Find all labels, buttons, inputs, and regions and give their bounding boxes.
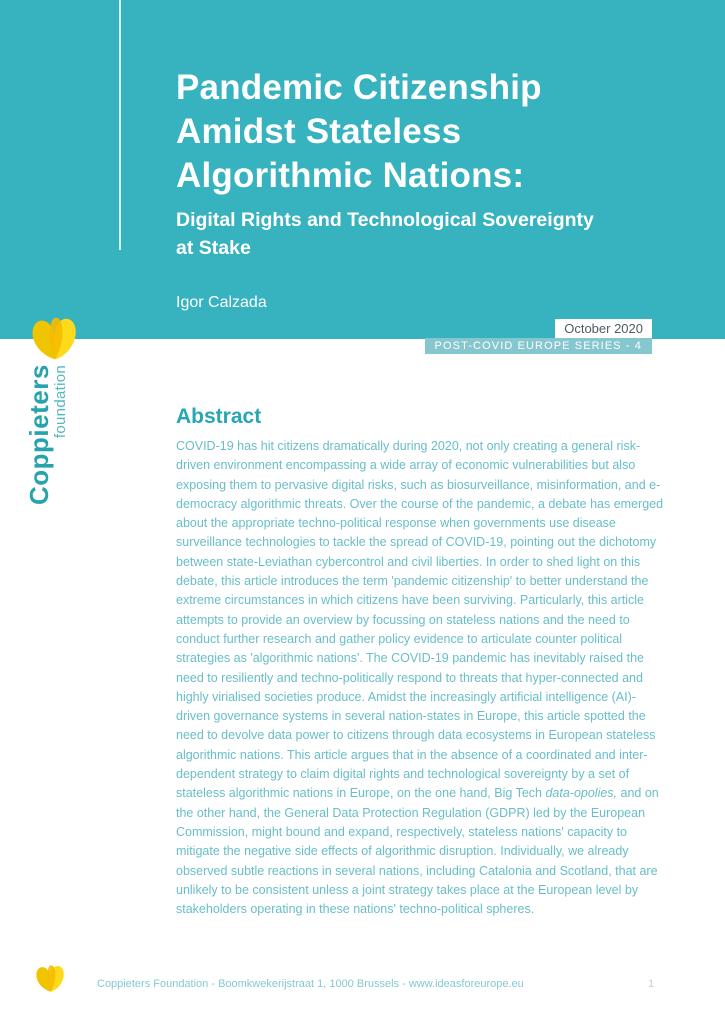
title-line: Algorithmic Nations: xyxy=(176,156,525,195)
page-title xyxy=(176,66,646,198)
page-number: 1 xyxy=(648,978,655,990)
abstract-part1: COVID-19 has hit citizens dramatically during 2020, not only creating a general risk-driven environment encompassing a wide array of economic vulnerabilities but also exposing them to pervasive digital risks, such as biosurveillance, misinformation, and e-democracy algorithmic threats. Over the course of the pandemic, a debate has emerged about the appropriate techno-political response when governments use disease surveillance technologies to tackle the spread of COVID-19, pointing out the dichotomy between state-Leviathan cybercontrol and civil liberties. In order to shed light on this debate, this article introduces the term 'pandemic citizenship' to better understand the extreme circumstances in which citizens have been surviving. Particularly, this article attempts to provide an overview by focussing on stateless nations and the need to conduct further research and gather policy evidence to articulate counter political strategies as 'algorithmic nations'. The COVID-19 pandemic has inevitably raised the need to resiliently and techno-politically respond to threats that hyper-connected and highly virialised societies produce. Amidst the increasingly artificial intelligence (AI)-driven governance systems in several nation-states in Europe, this article spotted the need to devolve data power to citizens through data ecosystems in European stateless algorithmic nations. This article argues that in the absence of a coordinated and inter-dependent strategy to claim digital rights and technological sovereignty by a set of stateless algorithmic nations in Europe, on the one hand, Big Tech xyxy=(176,439,664,801)
abstract-italic-term: data-opolies, xyxy=(545,786,618,801)
brand-name: Coppieters xyxy=(24,364,54,505)
header-band xyxy=(0,0,725,339)
title-line: Amidst Stateless xyxy=(176,112,462,151)
subtitle-line: Digital Rights and Technological Sovereignty xyxy=(176,209,594,231)
subtitle xyxy=(176,206,656,262)
abstract-part2: and on the other hand, the General Data Protection Regulation (GDPR) led by the European Commission, might bound and expand, respectively, stateless nations' capacity to mitigate the negative side effects of algorithmic disruption. Individually, we already observed subtle reactions in several nations, including Catalonia and Scotland, that are unlikely to be consistent unless a joint strategy takes place at the European level by stakeholders operating in these nations' techno-political spheres. xyxy=(176,786,659,917)
title-line: Pandemic Citizenship xyxy=(176,68,542,107)
brand-sub: foundation xyxy=(52,365,69,439)
abstract-heading: Abstract xyxy=(176,405,262,428)
abstract-section xyxy=(176,405,668,919)
author-name: Igor Calzada xyxy=(176,294,267,311)
tulip-logo-footer-icon xyxy=(30,956,70,994)
abstract-text xyxy=(176,437,668,919)
brand-wordmark xyxy=(26,365,69,505)
subtitle-line: at Stake xyxy=(176,237,251,259)
series-badge: POST-COVID EUROPE SERIES - 4 xyxy=(425,338,652,354)
divider-line xyxy=(119,0,121,250)
footer-text: Coppieters Foundation - Boomkwekerijstraat 1, 1000 Brussels - www.ideasforeurope.eu xyxy=(97,978,524,990)
tulip-logo-icon xyxy=(20,303,88,363)
date-badge: October 2020 xyxy=(555,319,652,338)
